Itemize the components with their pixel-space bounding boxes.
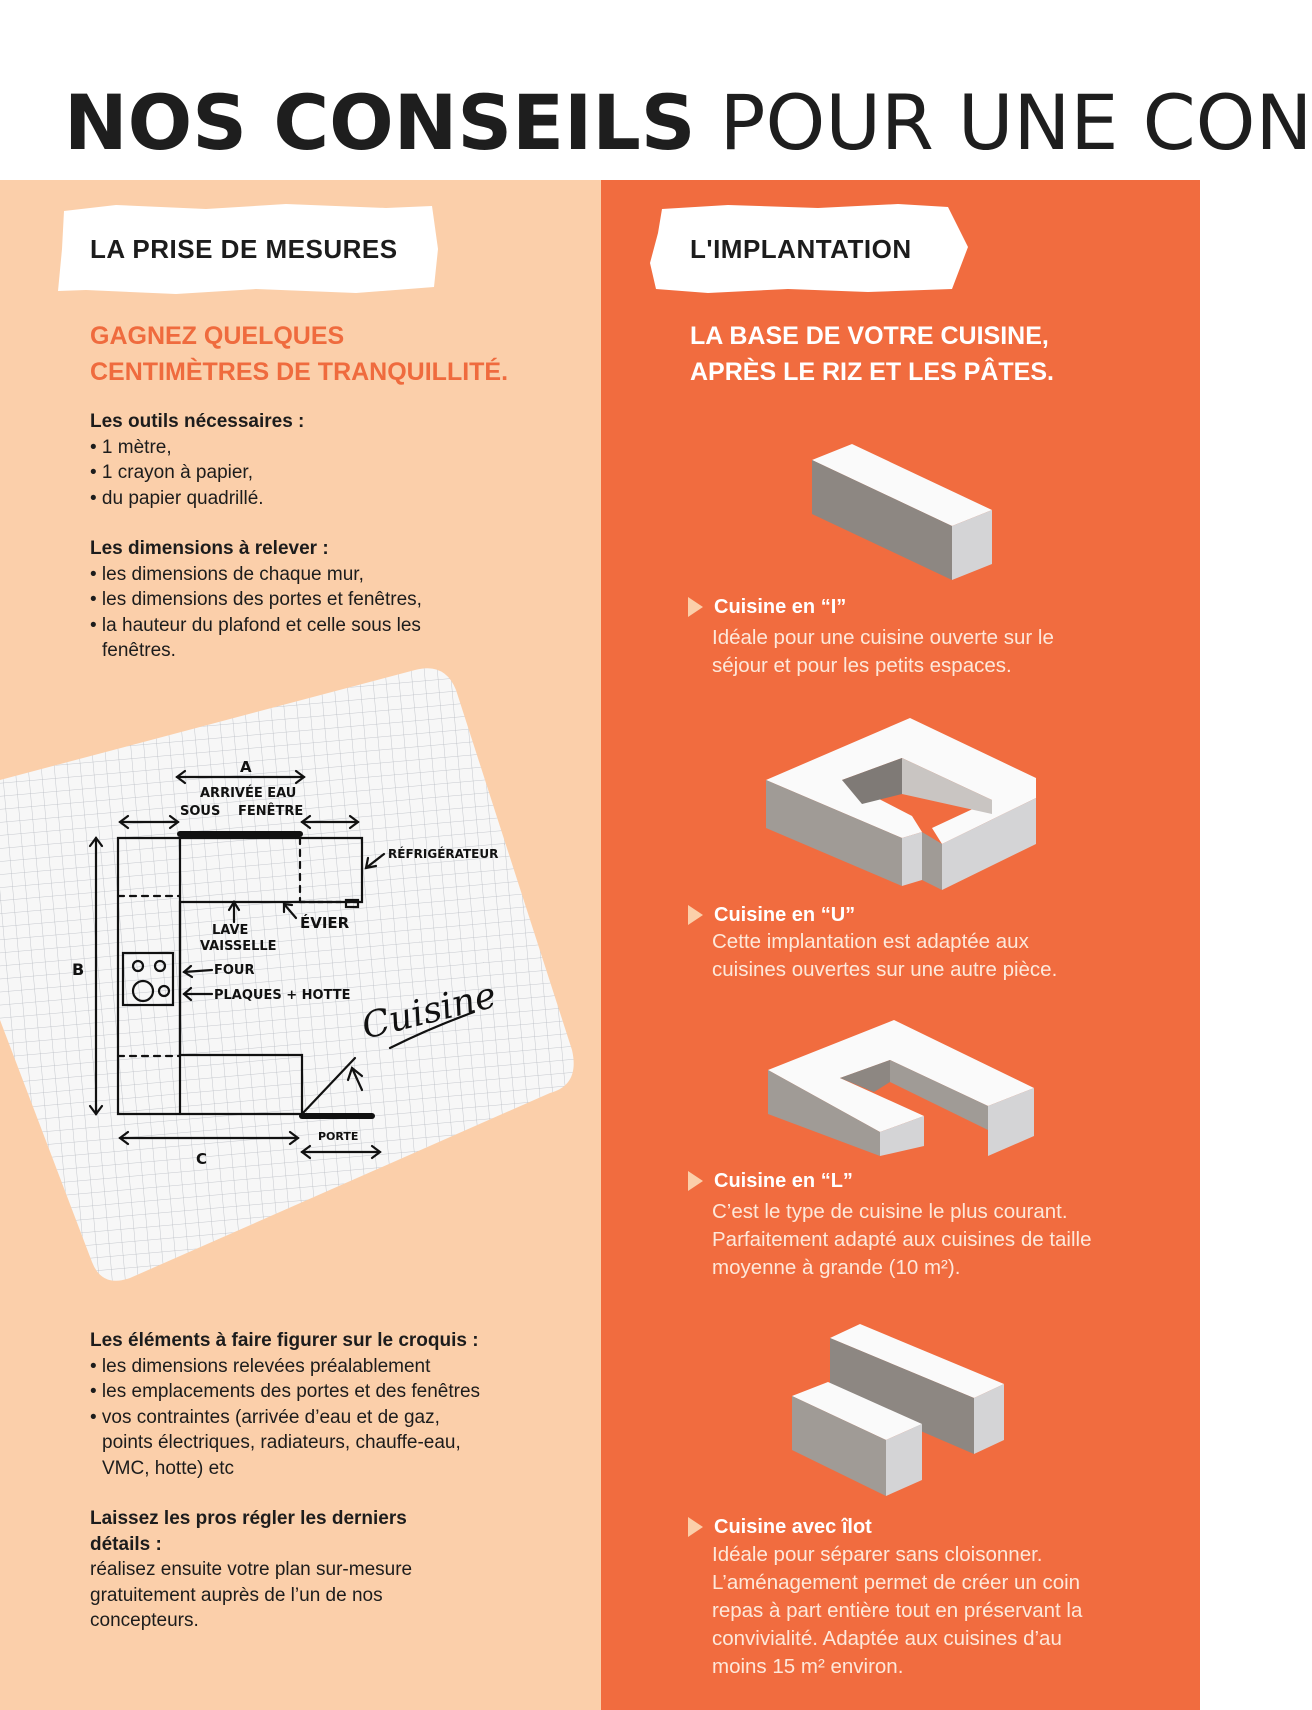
page-title-light: POUR UNE CON [719,78,1312,167]
layout-item-title: Cuisine en “U” [714,904,856,926]
measures-label-text: LA PRISE DE MESURES [90,234,398,264]
pros-block [90,1506,470,1634]
triangle-bullet-icon [688,1517,703,1537]
sketch-label-vaisselle: VAISSELLE [200,939,277,954]
triangle-bullet-icon [688,597,703,617]
elements-block [90,1328,570,1481]
island-block-icon [788,1320,1008,1506]
elements-item: • les emplacements des portes et des fenêtres [90,1381,481,1402]
sketch-label-cuisine: Cuisine [357,974,501,1048]
triangle-bullet-icon [688,905,703,925]
layout-item-desc: C’est le type de cuisine le plus courant. Parfaitement adapté aux cuisines de taille moyenne à grande (10 m²). [712,1200,1092,1279]
layout-item-desc: Idéale pour séparer sans cloisonner. L’aménagement permet de créer un coin repas à part entière tout en préservant la convivialité. Adaptée aux cuisines d’au moins 15 m² environ. [712,1543,1083,1678]
measures-subtitle-line2: CENTIMÈTRES DE TRANQUILLITÉ. [90,358,509,386]
layout-subtitle [690,318,1054,390]
sketch-label-sous: SOUS [180,804,221,819]
page-title-bold: NOS CONSEILS [64,78,696,167]
pros-text: réalisez ensuite votre plan sur-mesure gratuitement auprès de l’un de nos concepteurs. [90,1559,413,1631]
u-shape-block-icon [762,714,1042,886]
sketch-label-four: FOUR [214,963,255,978]
elements-item: • vos contraintes (arrivée d’eau et de gaz, points électriques, radiateurs, chauffe-eau, VMC, hotte) etc [90,1406,461,1479]
sketch-label-plaques: PLAQUES + HOTTE [214,988,351,1003]
layout-subtitle-line2: APRÈS LE RIZ ET LES PÂTES. [690,358,1054,386]
dimensions-item: • la hauteur du plafond et celle sous les fenêtres. [90,614,421,661]
layout-item-desc: Idéale pour une cuisine ouverte sur le séjour et pour les petits espaces. [712,626,1054,677]
sketch-label-arrivee: ARRIVÉE EAU [200,786,297,801]
dimensions-heading: Les dimensions à relever : [90,538,329,559]
measures-subtitle-line1: GAGNEZ QUELQUES [90,322,345,350]
layout-item-desc: Cette implantation est adaptée aux cuisines ouvertes sur une autre pièce. [712,930,1058,981]
sketch-label-c: C [196,1150,208,1168]
layout-label-text: L'IMPLANTATION [690,234,912,264]
dimensions-item: • les dimensions de chaque mur, [90,563,364,585]
layout-item-title: Cuisine en “I” [714,596,847,618]
l-shape-block-icon [764,1018,1040,1156]
triangle-bullet-icon [688,1171,703,1191]
tools-item: • 1 mètre, [90,436,172,458]
sketch-label-b: B [72,960,85,979]
tools-heading: Les outils nécessaires : [90,411,305,432]
i-shape-block-icon [800,440,1000,580]
elements-item: • les dimensions relevées préalablement [90,1355,431,1377]
sketch-label-fenetre: FENÊTRE [238,804,304,819]
elements-heading: Les éléments à faire figurer sur le croquis : [90,1330,479,1351]
layout-label [648,203,970,295]
sketch-label-porte: PORTE [318,1130,359,1143]
tools-item: • du papier quadrillé. [90,487,264,509]
layout-item-title: Cuisine en “L” [714,1170,853,1192]
sketch-label-lave: LAVE [212,923,249,938]
sketch-label-evier: ÉVIER [300,914,350,932]
tools-item: • 1 crayon à papier, [90,462,253,483]
layout-item-title: Cuisine avec îlot [714,1516,872,1538]
sketch-label-refrigerateur: RÉFRIGÉRATEUR [388,847,499,861]
dimensions-item: • les dimensions des portes et fenêtres, [90,589,422,610]
pros-heading: Laissez les pros régler les derniers détails : [90,1508,407,1555]
sketch-label-a: A [240,758,252,776]
layout-subtitle-line1: LA BASE DE VOTRE CUISINE, [690,322,1049,350]
